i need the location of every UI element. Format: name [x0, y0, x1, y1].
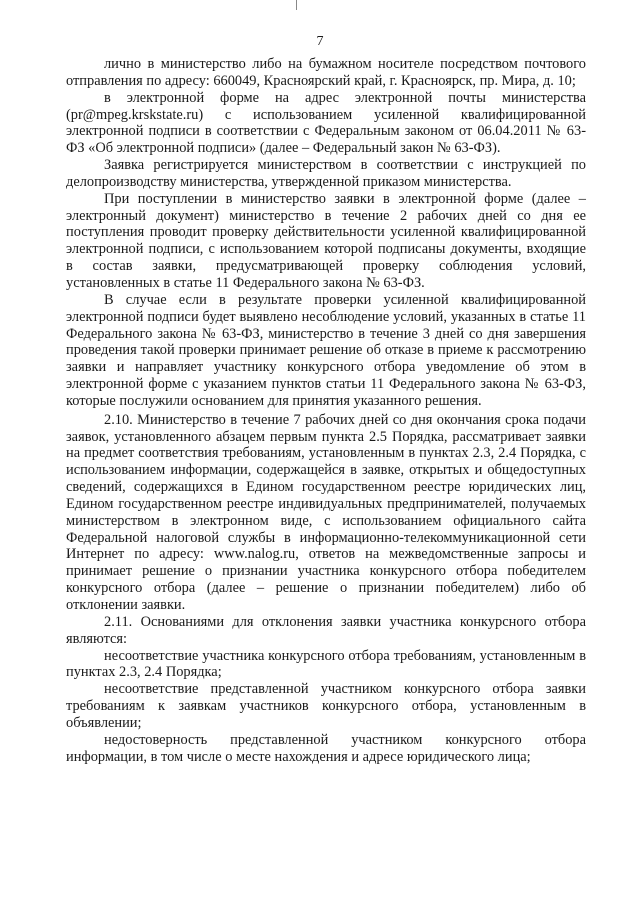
paragraph-submission-electronic: в электронной форме на адрес электронной почты министерства (pr@mpeg.krskstate.ru) с использованием усиленной квалифицированной электронной подписи в соответствии с Федеральным законом от 06.04.2011 № 63-ФЗ «Об электронной подписи» (далее – Федеральный закон № 63-ФЗ).	[66, 89, 586, 157]
paragraph-rejection-reason-2: несоответствие представленной участником конкурсного отбора заявки требованиям к заявкам участников конкурсного отбора, установленным в объявлении;	[66, 681, 586, 731]
paragraph-signature-check: При поступлении в министерство заявки в электронной форме (далее – электронный документ) министерство в течение 2 рабочих дней со дня ее поступления проводит проверку действительности усиленной квалифицированной электронной подписи, с использованием которой подписаны документы, входящие в состав заявки, предусматривающей проверку соблюдения условий, установленных в статье 11 Федерального закона № 63-ФЗ.	[66, 190, 586, 291]
scan-mark	[296, 0, 300, 10]
paragraph-2-11: 2.11. Основаниями для отклонения заявки участника конкурсного отбора являются:	[66, 613, 586, 647]
paragraph-submission-in-person: лично в министерство либо на бумажном носителе посредством почтового отправления по адресу: 660049, Красноярский край, г. Красноярск, пр. Мира, д. 10;	[66, 56, 586, 89]
paragraph-registration: Заявка регистрируется министерством в соответствии с инструкцией по делопроизводству министерства, утвержденной приказом министерства.	[66, 157, 586, 190]
paragraph-rejection-reason-3: недостоверность представленной участником конкурсного отбора информации, в том числе о месте нахождения и адресе юридического лица;	[66, 731, 586, 765]
paragraph-rejection-reason-1: несоответствие участника конкурсного отбора требованиям, установленным в пунктах 2.3, 2.4 Порядка;	[66, 647, 586, 681]
document-body	[66, 56, 586, 765]
paragraph-2-10: 2.10. Министерство в течение 7 рабочих дней со дня окончания срока подачи заявок, установленного абзацем первым пункта 2.5 Порядка, рассматривает заявки на предмет соответствия требованиям, установленным в пунктах 2.3, 2.4 Порядка, с использованием информации, содержащейся в заявке, открытых и общедоступных сведений, содержащихся в Едином государственном реестре юридических лиц, Едином государственном реестре индивидуальных предпринимателей, получаемых министерством в электронном виде, с использованием официального сайта Федеральной налоговой службы в информационно-телекоммуникационной сети Интернет по адресу: www.nalog.ru, ответов на межведомственные запросы и принимает решение о признании участника конкурсного отбора победителем конкурсного отбора (далее – решение о признании победителем) либо об отклонении заявки.	[66, 411, 586, 613]
paragraph-signature-failure: В случае если в результате проверки усиленной квалифицированной электронной подписи будет выявлено несоблюдение условий, указанных в статье 11 Федерального закона № 63-ФЗ, министерство в течение 3 дней со дня завершения проведения такой проверки принимает решение об отказе в приеме к рассмотрению заявки и направляет участнику конкурсного отбора уведомление об этом в электронной форме с указанием пунктов статьи 11 Федерального закона № 63-ФЗ, которые послужили основанием для принятия указанного решения.	[66, 291, 586, 409]
page-number: 7	[316, 34, 324, 49]
